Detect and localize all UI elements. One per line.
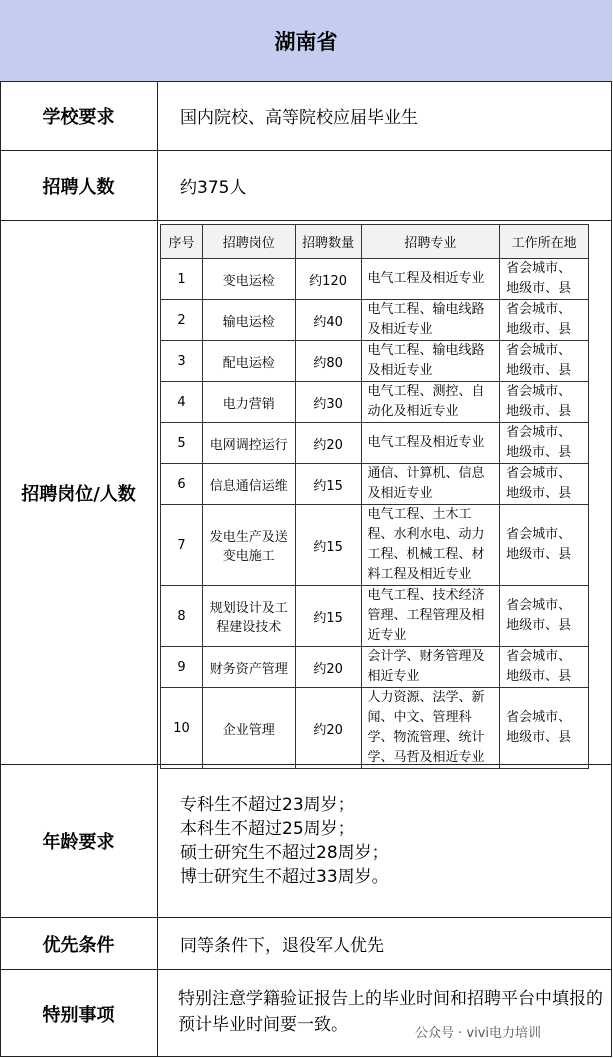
cell-major bbox=[361, 464, 500, 505]
positions-table bbox=[160, 224, 589, 769]
cell-position-line: 变电施工 bbox=[222, 549, 275, 564]
cell-position bbox=[202, 505, 295, 586]
cell-major bbox=[361, 688, 500, 769]
age-line: 博士研究生不超过33周岁。 bbox=[180, 867, 389, 887]
age-line: 专科生不超过23周岁； bbox=[180, 795, 355, 815]
cell-major-line: 学、物流管理、统计 bbox=[367, 730, 485, 745]
table-row bbox=[161, 300, 589, 341]
cell-quantity: 约20 bbox=[295, 647, 361, 688]
row-recruit-count bbox=[0, 151, 612, 221]
age-value bbox=[180, 765, 604, 917]
cell-major-line: 会计学、财务管理及 bbox=[367, 649, 485, 664]
cell-position bbox=[202, 586, 295, 647]
cell-position-line: 规划设计及工 bbox=[209, 601, 288, 616]
cell-location bbox=[500, 423, 589, 464]
cell-major-line: 学、马哲及相近专业 bbox=[367, 750, 485, 765]
cell-position bbox=[202, 259, 295, 300]
cell-major-line: 通信、计算机、信息 bbox=[367, 466, 485, 481]
table-row bbox=[161, 586, 589, 647]
cell-location-line: 省会城市、 bbox=[506, 261, 572, 276]
cell-major bbox=[361, 259, 500, 300]
row-priority bbox=[0, 918, 612, 970]
cell-location-line: 地级市、县 bbox=[506, 404, 572, 419]
age-label: 年龄要求 bbox=[0, 765, 158, 917]
cell-quantity: 约40 bbox=[295, 300, 361, 341]
cell-major-line: 及相近专业 bbox=[367, 322, 433, 337]
special-value: 特别注意学籍验证报告上的毕业时间和招聘平台中填报的预计毕业时间要一致。 bbox=[178, 989, 603, 1035]
cell-position-line: 电力营销 bbox=[222, 396, 275, 412]
cell-major-line: 近专业 bbox=[367, 628, 407, 643]
cell-position-line: 财务资产管理 bbox=[209, 661, 288, 677]
cell-position-line: 变电运检 bbox=[222, 273, 275, 289]
cell-location bbox=[500, 586, 589, 647]
cell-location bbox=[500, 259, 589, 300]
page-title: 湖南省 bbox=[0, 0, 612, 82]
age-line: 硕士研究生不超过28周岁； bbox=[180, 843, 389, 863]
cell-quantity: 约15 bbox=[295, 464, 361, 505]
cell-major-line: 电气工程、输电线路 bbox=[367, 302, 485, 317]
cell-major-line: 程、水利水电、动力 bbox=[367, 527, 485, 542]
cell-location-line: 地级市、县 bbox=[506, 486, 572, 501]
cell-major-line: 相近专业 bbox=[367, 669, 420, 684]
cell-location bbox=[500, 341, 589, 382]
cell-location-line: 省会城市、 bbox=[506, 384, 572, 399]
table-row bbox=[161, 647, 589, 688]
cell-location bbox=[500, 300, 589, 341]
count-value: 约375人 bbox=[180, 178, 247, 198]
cell-position-line: 输电运检 bbox=[222, 314, 275, 330]
school-req-label: 学校要求 bbox=[0, 81, 158, 150]
cell-location-line: 地级市、县 bbox=[506, 445, 572, 460]
cell-no: 8 bbox=[161, 586, 203, 647]
cell-quantity: 约120 bbox=[295, 259, 361, 300]
table-row bbox=[161, 688, 589, 769]
cell-position bbox=[202, 423, 295, 464]
cell-position bbox=[202, 464, 295, 505]
cell-location-line: 地级市、县 bbox=[506, 547, 572, 562]
cell-location-line: 地级市、县 bbox=[506, 669, 572, 684]
positions-label: 招聘岗位/人数 bbox=[0, 221, 158, 764]
cell-quantity: 约20 bbox=[295, 688, 361, 769]
priority-label: 优先条件 bbox=[0, 918, 158, 969]
table-header-row bbox=[161, 225, 589, 259]
table-row bbox=[161, 341, 589, 382]
cell-major-line: 电气工程、技术经济 bbox=[367, 588, 485, 603]
cell-location-line: 省会城市、 bbox=[506, 302, 572, 317]
cell-location-line: 地级市、县 bbox=[506, 281, 572, 296]
header-position: 招聘岗位 bbox=[202, 225, 295, 259]
cell-location-line: 省会城市、 bbox=[506, 466, 572, 481]
cell-location-line: 地级市、县 bbox=[506, 730, 572, 745]
cell-quantity: 约80 bbox=[295, 341, 361, 382]
cell-major-line: 人力资源、法学、新 bbox=[367, 690, 485, 705]
header-location: 工作所在地 bbox=[500, 225, 589, 259]
cell-position bbox=[202, 647, 295, 688]
cell-location-line: 省会城市、 bbox=[506, 343, 572, 358]
cell-position bbox=[202, 300, 295, 341]
school-req-value: 国内院校、高等院校应届毕业生 bbox=[180, 108, 418, 128]
cell-major bbox=[361, 505, 500, 586]
cell-location-line: 地级市、县 bbox=[506, 363, 572, 378]
cell-position-line: 信息通信运维 bbox=[209, 478, 288, 494]
row-special bbox=[0, 970, 612, 1057]
cell-location bbox=[500, 505, 589, 586]
cell-no: 2 bbox=[161, 300, 203, 341]
cell-major-line: 电气工程及相近专业 bbox=[367, 435, 485, 450]
cell-location-line: 省会城市、 bbox=[506, 425, 572, 440]
cell-major-line: 及相近专业 bbox=[367, 486, 433, 501]
table-row bbox=[161, 464, 589, 505]
row-school-requirement bbox=[0, 81, 612, 151]
cell-major-line: 电气工程、土木工 bbox=[367, 507, 472, 522]
cell-no: 7 bbox=[161, 505, 203, 586]
cell-quantity: 约15 bbox=[295, 586, 361, 647]
table-row bbox=[161, 259, 589, 300]
cell-major-line: 及相近专业 bbox=[367, 363, 433, 378]
cell-major-line: 电气工程、输电线路 bbox=[367, 343, 485, 358]
cell-major bbox=[361, 341, 500, 382]
cell-major-line: 料工程及相近专业 bbox=[367, 567, 472, 582]
cell-quantity: 约20 bbox=[295, 423, 361, 464]
cell-position bbox=[202, 341, 295, 382]
cell-position-line: 程建设技术 bbox=[216, 620, 282, 635]
cell-no: 5 bbox=[161, 423, 203, 464]
cell-location bbox=[500, 647, 589, 688]
cell-major bbox=[361, 586, 500, 647]
cell-quantity: 约15 bbox=[295, 505, 361, 586]
priority-value: 同等条件下，退役军人优先 bbox=[180, 936, 384, 956]
cell-major bbox=[361, 382, 500, 423]
header-quantity: 招聘数量 bbox=[295, 225, 361, 259]
row-age bbox=[0, 765, 612, 918]
cell-location-line: 省会城市、 bbox=[506, 598, 572, 613]
cell-no: 9 bbox=[161, 647, 203, 688]
cell-major bbox=[361, 647, 500, 688]
cell-major-line: 电气工程及相近专业 bbox=[367, 271, 485, 286]
cell-major-line: 闻、中文、管理科 bbox=[367, 710, 472, 725]
cell-major bbox=[361, 423, 500, 464]
cell-location-line: 地级市、县 bbox=[506, 618, 572, 633]
cell-no: 10 bbox=[161, 688, 203, 769]
cell-position bbox=[202, 688, 295, 769]
cell-position bbox=[202, 382, 295, 423]
cell-no: 1 bbox=[161, 259, 203, 300]
cell-location bbox=[500, 382, 589, 423]
cell-location bbox=[500, 464, 589, 505]
cell-location-line: 省会城市、 bbox=[506, 649, 572, 664]
table-row bbox=[161, 382, 589, 423]
cell-no: 6 bbox=[161, 464, 203, 505]
cell-major-line: 工程、机械工程、材 bbox=[367, 547, 485, 562]
watermark-text: 公众号 · vivi电力培训 bbox=[415, 1026, 542, 1041]
table-row bbox=[161, 505, 589, 586]
cell-quantity: 约30 bbox=[295, 382, 361, 423]
age-line: 本科生不超过25周岁； bbox=[180, 819, 355, 839]
special-label: 特别事项 bbox=[0, 970, 158, 1057]
cell-major-line: 管理、工程管理及相 bbox=[367, 608, 485, 623]
cell-no: 4 bbox=[161, 382, 203, 423]
table-row bbox=[161, 423, 589, 464]
cell-location-line: 地级市、县 bbox=[506, 322, 572, 337]
cell-major-line: 电气工程、测控、自 bbox=[367, 384, 485, 399]
cell-major-line: 动化及相近专业 bbox=[367, 404, 459, 419]
cell-position-line: 配电运检 bbox=[222, 355, 275, 371]
cell-position-line: 发电生产及送 bbox=[209, 530, 288, 545]
header-major: 招聘专业 bbox=[361, 225, 500, 259]
cell-location-line: 省会城市、 bbox=[506, 710, 572, 725]
cell-location-line: 省会城市、 bbox=[506, 527, 572, 542]
header-no: 序号 bbox=[161, 225, 203, 259]
cell-position-line: 企业管理 bbox=[222, 722, 275, 738]
count-label: 招聘人数 bbox=[0, 151, 158, 220]
cell-position-line: 电网调控运行 bbox=[209, 437, 288, 453]
cell-location bbox=[500, 688, 589, 769]
cell-no: 3 bbox=[161, 341, 203, 382]
cell-major bbox=[361, 300, 500, 341]
